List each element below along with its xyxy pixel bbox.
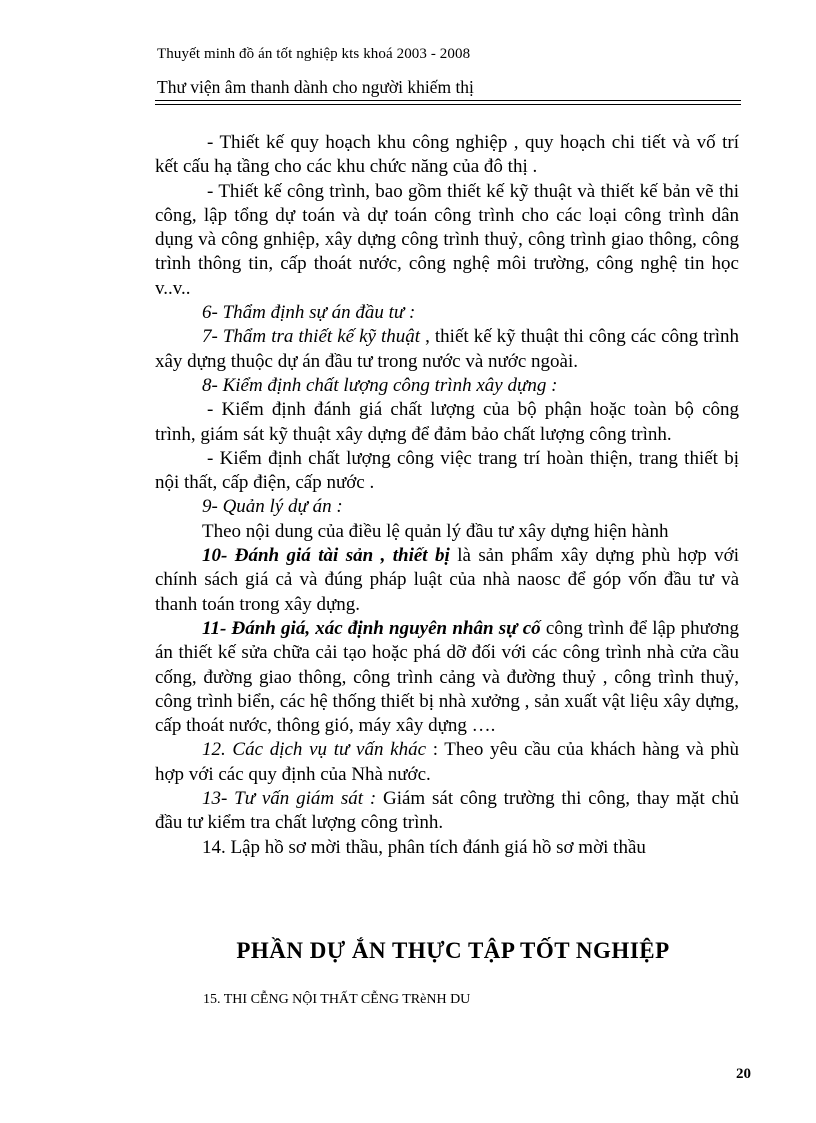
paragraph-item-11	[155, 617, 739, 738]
paragraph-design: - Thiết kế công trình, bao gồm thiết kế kỹ thuật và thiết kế bản vẽ thi công, lập tổng dự toán và dự toán công trình cho các loại công trình dân dụng và công gnhiệp, xây dựng công trình thuỷ, công trình giao thông, công trình thông tin, cấp thoát nước, công nghệ môi trường, công nghệ tin học v..v..	[155, 180, 739, 299]
heading-item-11: 11- Đánh giá, xác định nguyên nhân sự cố	[202, 617, 541, 639]
text-item-12: : Theo yêu cầu của khách hàng và phù hợp với các quy định của Nhà nước.	[155, 739, 739, 785]
item-15-heading: 15. THI CỄNG NỘI THẤT CỄNG TRèNH DU	[203, 992, 471, 1007]
paragraph-item-14: 14. Lập hồ sơ mời thầu, phân tích đánh giá hồ sơ mời thầu	[202, 836, 646, 858]
heading-item-8: 8- Kiểm định chất lượng công trình xây dựng :	[202, 374, 558, 396]
text-item-11: công trình để lập phương án thiết kế sửa chữa cải tạo hoặc phá dỡ đối với các công trình nhà cửa cầu cống, đường giao thông, công trình cảng và đường thuỷ , công trình thuỷ, công trình biển, các hệ thống thiết bị nhà xưởng , sản xuất vật liệu xây dựng, cấp thoát nước, thông gió, máy xây dựng ….	[155, 617, 739, 737]
header-rule-thin	[155, 104, 741, 105]
paragraph-item-9: Theo nội dung của điều lệ quản lý đầu tư xây dựng hiện hành	[202, 520, 669, 542]
heading-item-9: 9- Quản lý dự án :	[202, 496, 343, 518]
header-thesis-title: Thuyết minh đồ án tốt nghiệp kts khoá 2003 - 2008	[157, 46, 471, 62]
heading-item-7: 7- Thẩm tra thiết kế kỹ thuật	[202, 326, 421, 348]
paragraph-inspection-finishing: - Kiểm định chất lượng công việc trang trí hoàn thiện, trang thiết bị nội thất, cấp điện, cấp nước .	[155, 447, 739, 494]
document-body	[155, 131, 739, 860]
paragraph-item-10	[155, 544, 739, 617]
paragraph-item-7	[155, 325, 739, 374]
section-title: PHẦN DỰ ẮN THỰC TẬP TỐT NGHIỆP	[236, 938, 670, 963]
paragraph-item-12	[155, 738, 739, 787]
heading-item-12: 12. Các dịch vụ tư vấn khác	[202, 739, 427, 761]
paragraph-item-13	[155, 787, 739, 836]
heading-item-13: 13- Tư vấn giám sát :	[202, 788, 377, 810]
text-item-10: là sản phẩm xây dựng phù hợp với chính sách giá cả và đúng pháp luật của nhà naosc để góp vốn đầu tư và thanh toán trong xây dựng.	[155, 545, 739, 615]
header-project-title: Thư viện âm thanh dành cho người khiếm thị	[157, 77, 474, 97]
text-item-13: Giám sát công trường thi công, thay mặt chủ đầu tư kiểm tra chất lượng công trình.	[155, 788, 739, 834]
paragraph-inspection: - Kiểm định đánh giá chất lượng của bộ phận hoặc toàn bộ công trình, giám sát kỹ thuật xây dựng để đảm bảo chất lượng công trình.	[155, 399, 739, 445]
text-item-7: , thiết kế kỹ thuật thi công các công trình xây dựng thuộc dự án đầu tư trong nước và nước ngoài.	[155, 326, 739, 372]
header-rule-thick	[155, 100, 741, 101]
heading-item-10: 10- Đánh giá tài sản , thiết bị	[202, 545, 450, 567]
paragraph-planning: - Thiết kế quy hoạch khu công nghiệp , quy hoạch chi tiết và vố trí kết cấu hạ tầng cho các khu chức năng của đô thị .	[155, 132, 739, 178]
page-number: 20	[736, 1066, 751, 1082]
heading-item-6: 6- Thẩm định sự án đầu tư :	[202, 302, 416, 324]
